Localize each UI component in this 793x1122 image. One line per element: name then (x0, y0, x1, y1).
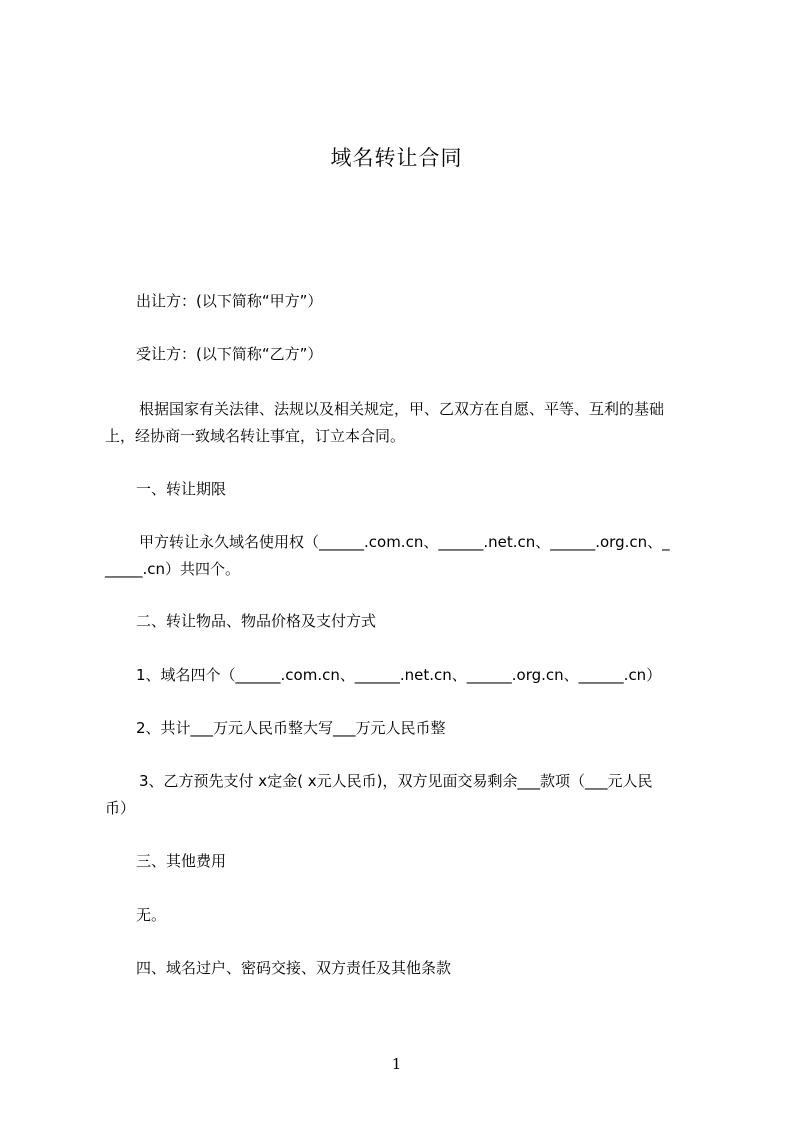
section-2-heading: 二、转让物品、物品价格及支付方式 (136, 612, 377, 630)
section-2-item-3-line-1: 3、乙方预先支付 x定金( x元人民币)，双方见面交易剩余___款项（___元人民 (139, 772, 653, 790)
section-2-item-2: 2、共计___万元人民币整大写___万元人民币整 (136, 719, 446, 737)
transferor-line: 出让方：(以下简称“甲方”） (136, 292, 323, 310)
transferee-line: 受让方：(以下简称“乙方”） (136, 345, 323, 363)
section-1-heading: 一、转让期限 (136, 480, 227, 498)
section-3-heading: 三、其他费用 (136, 852, 227, 870)
section-1-line-2: _____.cn）共四个。 (105, 560, 241, 578)
section-2-item-3-line-2: 币） (105, 799, 136, 817)
section-4-heading: 四、域名过户、密码交接、双方责任及其他条款 (136, 959, 452, 977)
document-title: 域名转让合同 (330, 146, 463, 170)
section-2-item-3 (105, 768, 700, 822)
section-3-body: 无。 (136, 906, 167, 924)
intro-line-1: 根据国家有关法律、法规以及相关规定，甲、乙双方在自愿、平等、互利的基础 (139, 400, 665, 418)
section-1-line-1: 甲方转让永久域名使用权（______.com.cn、______.net.cn、______.org.cn、_ (139, 533, 670, 551)
section-1-body (105, 529, 700, 583)
section-2-item-1: 1、域名四个（______.com.cn、______.net.cn、______.org.cn、______.cn） (136, 666, 662, 684)
page-number: 1 (391, 1055, 402, 1073)
intro-paragraph (105, 396, 700, 450)
intro-line-2: 上，经协商一致域名转让事宜，订立本合同。 (105, 427, 406, 445)
